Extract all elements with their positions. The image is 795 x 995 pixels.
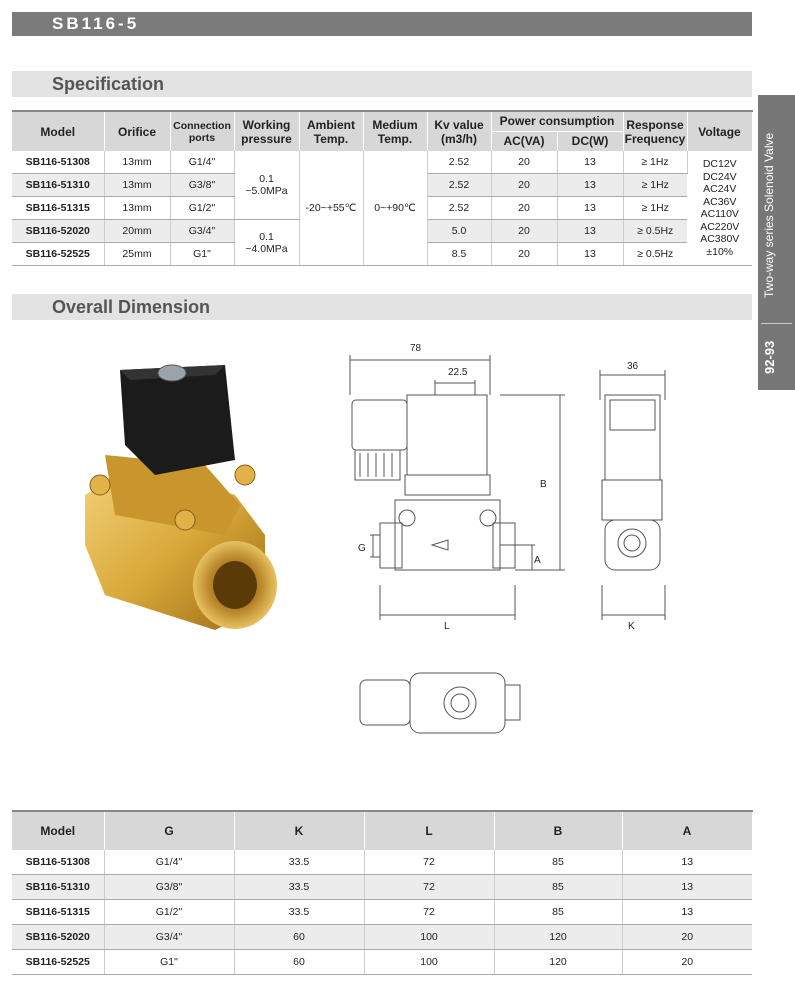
dim-label-22-5: 22.5 [448, 367, 468, 378]
cell-response: ≥ 1Hz [623, 174, 687, 197]
voltage-item: AC110V [700, 208, 739, 220]
cell-model: SB116-51310 [12, 174, 104, 197]
cell-g: G1/2" [104, 900, 234, 925]
dim-row [12, 925, 752, 950]
voltage-item: ±10% [706, 245, 734, 258]
cell-ac: 20 [491, 197, 557, 220]
cell-b: 120 [494, 950, 622, 975]
cell-k: 60 [234, 925, 364, 950]
header-response: Response Frequency [623, 111, 687, 151]
cell-kv: 8.5 [427, 243, 491, 266]
dim-label-G: G [358, 543, 366, 554]
cell-model: SB116-52525 [12, 950, 104, 975]
cell-port: G3/8" [170, 174, 234, 197]
cell-orifice: 13mm [104, 197, 170, 220]
cell-orifice: 13mm [104, 174, 170, 197]
cell-pressure-b [234, 220, 299, 266]
series-label: Two-way series Solenoid Valve [762, 132, 776, 298]
header-model: Model [12, 111, 104, 151]
cell-g: G3/4" [104, 925, 234, 950]
valve-photo [75, 345, 285, 635]
top-view [360, 673, 520, 733]
cell-port: G1/4" [170, 151, 234, 174]
dim-header-a: A [622, 811, 752, 850]
cell-a: 20 [622, 925, 752, 950]
spec-table [12, 110, 753, 266]
side-tab-divider [761, 323, 792, 324]
cell-dc: 13 [557, 174, 623, 197]
cell-model: SB116-51315 [12, 900, 104, 925]
dim-label-78: 78 [410, 343, 422, 354]
cell-orifice: 20mm [104, 220, 170, 243]
cell-l: 100 [364, 950, 494, 975]
dimension-table [12, 810, 753, 975]
title-bar [12, 12, 752, 36]
dim-row [12, 900, 752, 925]
cell-model: SB116-51308 [12, 151, 104, 174]
cell-model: SB116-52020 [12, 220, 104, 243]
dim-row [12, 950, 752, 975]
voltage-item: AC380V [700, 233, 740, 245]
cell-dc: 13 [557, 220, 623, 243]
spec-row [12, 151, 752, 174]
cell-a: 20 [622, 950, 752, 975]
cell-ambient: -20~+55℃ [299, 151, 363, 266]
cell-response: ≥ 0.5Hz [623, 243, 687, 266]
cell-model: SB116-51308 [12, 850, 104, 875]
cell-k: 33.5 [234, 875, 364, 900]
dim-row [12, 850, 752, 875]
cell-l: 72 [364, 900, 494, 925]
cell-dc: 13 [557, 197, 623, 220]
cell-a: 13 [622, 850, 752, 875]
cell-a: 13 [622, 875, 752, 900]
cell-kv: 2.52 [427, 151, 491, 174]
spec-section-title: Specification [52, 74, 165, 94]
cell-medium: 0~+90℃ [363, 151, 427, 266]
dim-header-l: L [364, 811, 494, 850]
cell-l: 72 [364, 875, 494, 900]
cell-b: 85 [494, 900, 622, 925]
dim-header-b: B [494, 811, 622, 850]
voltage-item: DC24V [702, 170, 737, 183]
pressure-a-line2: ~5.0MPa [245, 185, 288, 197]
cell-k: 33.5 [234, 900, 364, 925]
cell-kv: 2.52 [427, 174, 491, 197]
cell-orifice: 25mm [104, 243, 170, 266]
cell-response: ≥ 1Hz [623, 197, 687, 220]
product-title: SB116-5 [52, 14, 140, 33]
cell-response: ≥ 0.5Hz [623, 220, 687, 243]
spec-section-header [12, 71, 752, 97]
dim-label-L: L [444, 621, 450, 632]
dimension-section-title: Overall Dimension [52, 297, 211, 317]
cell-kv: 2.52 [427, 197, 491, 220]
header-medium: Medium Temp. [363, 111, 427, 151]
cell-g: G1" [104, 950, 234, 975]
header-power: Power consumption [491, 111, 623, 131]
header-kv: Kv value (m3/h) [427, 111, 491, 151]
cell-ac: 20 [491, 220, 557, 243]
cell-b: 85 [494, 875, 622, 900]
cell-response: ≥ 1Hz [623, 151, 687, 174]
header-ambient: Ambient Temp. [299, 111, 363, 151]
cell-a: 13 [622, 900, 752, 925]
cell-b: 85 [494, 850, 622, 875]
voltage-item: DC12V [702, 158, 737, 170]
screw-icon [90, 475, 110, 495]
cell-orifice: 13mm [104, 151, 170, 174]
dim-header-g: G [104, 811, 234, 850]
cell-k: 60 [234, 950, 364, 975]
front-view [350, 355, 565, 620]
cell-dc: 13 [557, 151, 623, 174]
cell-ac: 20 [491, 151, 557, 174]
cell-voltage [687, 151, 752, 266]
dim-header-model: Model [12, 811, 104, 850]
page-numbers: 92-93 [762, 340, 777, 374]
dim-label-K: K [628, 621, 635, 632]
voltage-item: AC36V [703, 195, 737, 208]
screw-icon [235, 465, 255, 485]
header-ac: AC(VA) [491, 131, 557, 151]
pressure-a-line1: 0.1 [259, 173, 274, 185]
cell-g: G3/8" [104, 875, 234, 900]
cell-b: 120 [494, 925, 622, 950]
header-dc: DC(W) [557, 131, 623, 151]
screw-icon [175, 510, 195, 530]
cell-model: SB116-52525 [12, 243, 104, 266]
cell-model: SB116-52020 [12, 925, 104, 950]
cell-port: G3/4" [170, 220, 234, 243]
cell-ac: 20 [491, 174, 557, 197]
dim-row [12, 875, 752, 900]
header-pressure: Working pressure [234, 111, 299, 151]
header-ports: Connection ports [170, 111, 234, 151]
pressure-b-line2: ~4.0MPa [245, 242, 288, 255]
cell-k: 33.5 [234, 850, 364, 875]
port-hole [213, 561, 257, 609]
nut-icon [158, 365, 186, 381]
cell-l: 72 [364, 850, 494, 875]
cell-ac: 20 [491, 243, 557, 266]
cell-l: 100 [364, 925, 494, 950]
dim-header-k: K [234, 811, 364, 850]
side-view [600, 370, 665, 620]
cell-g: G1/4" [104, 850, 234, 875]
pressure-b-line1: 0.1 [259, 230, 274, 243]
dimension-section-header [12, 294, 752, 320]
cell-pressure-a [234, 151, 299, 220]
voltage-item: AC24V [703, 183, 737, 195]
cell-dc: 13 [557, 243, 623, 266]
dimension-drawing [340, 335, 680, 755]
dim-label-36: 36 [627, 361, 639, 372]
dim-label-B: B [540, 479, 547, 490]
cell-port: G1" [170, 243, 234, 266]
dim-label-A: A [534, 555, 541, 566]
cell-kv: 5.0 [427, 220, 491, 243]
cell-model: SB116-51310 [12, 875, 104, 900]
cell-port: G1/2" [170, 197, 234, 220]
header-orifice: Orifice [104, 111, 170, 151]
voltage-item: AC220V [700, 220, 740, 233]
side-tab [758, 95, 795, 390]
cell-model: SB116-51315 [12, 197, 104, 220]
header-voltage: Voltage [687, 111, 752, 151]
